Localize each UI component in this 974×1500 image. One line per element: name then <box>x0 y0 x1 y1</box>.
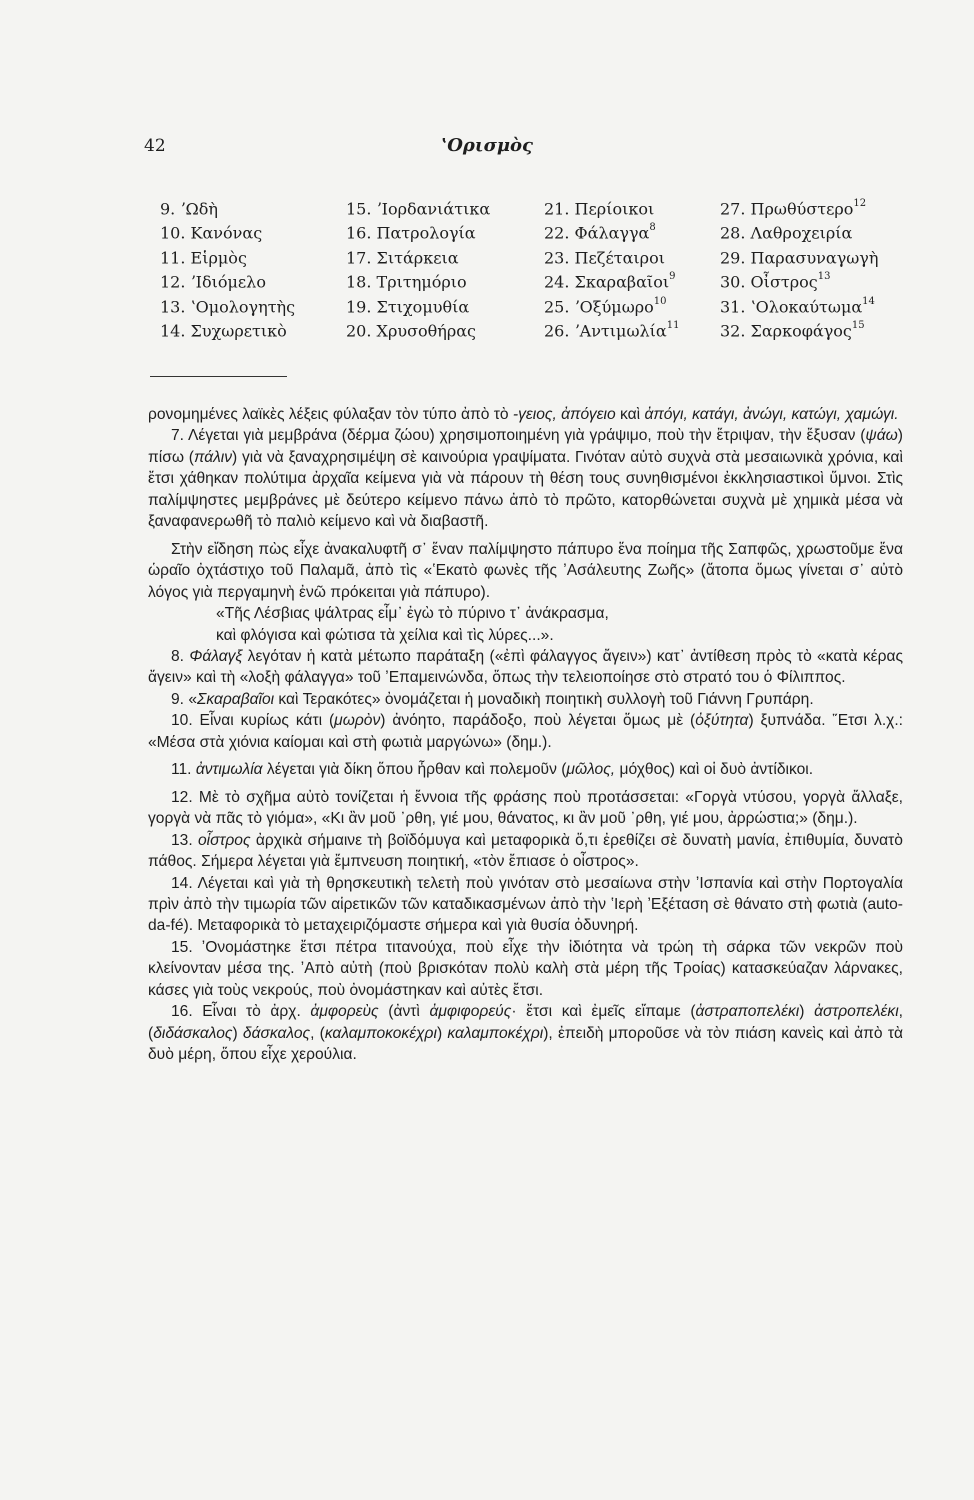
glossary-item-term: Κανόνας <box>190 223 263 243</box>
glossary-item-term: Χρυσοθήρας <box>376 321 477 341</box>
text: ἀντιμωλία <box>195 761 263 779</box>
text: καὶ Τερακότες» ὀνομάζεται ἡ μοναδικὴ ποιητικὴ συλλογὴ τοῦ Γιάννη Γρυπάρη. <box>274 690 814 708</box>
glossary-item-term: Στιχομυθία <box>376 296 470 316</box>
glossary-item <box>544 292 679 316</box>
text: 10. Εἶναι κυρίως κάτι ( <box>171 712 335 730</box>
glossary-item <box>346 316 490 340</box>
text: μόχθος) καὶ οἱ δυὸ ἀντίδικοι. <box>615 761 814 779</box>
glossary-item <box>720 316 878 340</box>
text: ) <box>799 1003 815 1021</box>
footnote-11 <box>148 759 903 780</box>
glossary-item-number: 27. <box>720 199 746 219</box>
glossary-item <box>720 218 878 242</box>
glossary-item-number: 26. <box>544 321 570 341</box>
glossary-item-number: 28. <box>720 223 746 243</box>
verse-line-1: «Τῆς Λέσβιας ψάλτρας εἶμ᾽ ἐγὼ τὸ πύρινο τ᾽ ἀνάκρασμα, <box>216 605 609 623</box>
footnote-ref: 13 <box>817 271 831 283</box>
footnote-separator <box>150 376 287 377</box>
glossary-item-term: Εἱρμὸς <box>190 248 247 268</box>
glossary-item-term: ʼΙδιόμελο <box>190 272 266 292</box>
footnotes <box>148 404 903 1066</box>
text: -γειος, <box>512 406 557 423</box>
glossary-item <box>346 194 490 218</box>
glossary-item-number: 22. <box>544 223 570 243</box>
footnote-8 <box>148 646 903 689</box>
glossary-item-number: 12. <box>160 272 186 292</box>
glossary-item <box>346 243 490 267</box>
footnote-15: 15. ʼΟνομάστηκε ἔτσι πέτρα τιτανούχα, ποὺ εἶχε τὴν ἰδιότητα νὰ τρώη τὴ σάρκα τῶν νεκρῶν ποὺ κλείνονταν μέσα της. ʼΑπὸ αὐτὴ (ποὺ βρισκόταν πολὺ καλὴ στὰ μέρη τῆς Τροίας) κατασκεύαζαν λάρνακες, κάσες γιὰ τοὺς νεκρούς, ποὺ ὀνομάστηκαν καὶ αὐτὲς ἔτσι. <box>148 938 903 999</box>
footnote-ref: 9 <box>669 271 676 283</box>
text: ἀπόγειο <box>561 406 616 423</box>
glossary-item <box>544 267 679 291</box>
glossary-list <box>0 194 974 364</box>
glossary-item-term: Οἶστρος <box>750 272 818 292</box>
glossary-item-number: 9. <box>160 199 176 219</box>
glossary-item-number: 31. <box>720 296 746 316</box>
glossary-item-number: 32. <box>720 321 746 341</box>
running-title: ʽΟρισμὸς <box>440 135 534 156</box>
text: 8. <box>171 647 190 665</box>
footnote-7 <box>148 425 903 532</box>
text: οἶστρος <box>198 831 251 849</box>
text: ὀξύτητα <box>695 712 749 730</box>
text: · ἔτσι καὶ ἐμεῖς εἴπαμε ( <box>511 1003 696 1021</box>
text: ) ξυπνάδα. ῞Ετσι λ.χ.: «Μέσα στὰ χιόνια καίομαι καὶ στὴ φωτιὰ μαργώνω» (δημ.). <box>148 712 904 751</box>
glossary-item-term: ʼΑντιμωλία <box>574 321 667 341</box>
glossary-column-3 <box>544 194 679 340</box>
text: ἀρχικὰ σήμαινε τὴ βοϊδόμυγα καὶ μεταφορικὰ ὅ,τι ἐρεθίζει σὲ δυνατὴ μανία, ἐπιθυμία, δυνατὸ πάθος. Σήμερα λέγεται γιὰ ἔμπνευση ποιητική, «τὸν ἔπιασε ὁ οἶστρος». <box>148 831 903 871</box>
text: μωρὸν <box>334 712 381 730</box>
text: ἀμφορεὺς <box>310 1003 379 1021</box>
footnote-13 <box>148 830 903 873</box>
text: 11. <box>171 761 196 779</box>
text: , ( <box>148 1003 904 1042</box>
glossary-item <box>346 218 490 242</box>
glossary-item-term: ʼΩδὴ <box>180 199 218 219</box>
glossary-item-term: Πεζέταιροι <box>574 248 665 268</box>
footnote-6-continuation <box>148 404 903 425</box>
glossary-item <box>160 267 295 291</box>
text: ) γιὰ νὰ ξαναχρησιμέψη σὲ καινούρια γραψίματα. Γινόταν αὐτὸ συχνὰ στὰ μεσαιωνικὰ χρόνια, καὶ ἔτσι χάθηκαν πολύτιμα ἀρχαῖα κείμενα γιὰ νὰ πάρουν τὴ θέση τους συνηθισμένοι ἐκκλησιαστικοὶ ὕμνοι. Στὶς παλίμψηστες μεμβράνες μὲ δεύτερο κείμενο πάνω ἀπὸ τὸ πρῶτο, κατορθώνεται συχνὰ μὲ χημικὰ μέσα νὰ ξαναφανερωθῆ τὸ παλιὸ κείμενο καὶ νὰ διαβαστῆ. <box>148 448 903 531</box>
glossary-item-number: 18. <box>346 272 372 292</box>
glossary-item-number: 14. <box>160 321 186 341</box>
glossary-item-number: 23. <box>544 248 570 268</box>
text: 9. « <box>171 690 198 708</box>
glossary-item-number: 30. <box>720 272 746 292</box>
glossary-item <box>160 218 295 242</box>
glossary-item-term: Σκαραβαῖοι <box>574 272 670 292</box>
glossary-item-term: Φάλαγγα <box>574 223 650 243</box>
footnote-10 <box>148 710 903 753</box>
glossary-item <box>544 218 679 242</box>
glossary-item-term: Σιτάρκεια <box>376 248 459 268</box>
footnote-16 <box>148 1001 903 1065</box>
text: 13. <box>171 831 198 849</box>
glossary-item-number: 15. <box>346 199 372 219</box>
glossary-item-number: 24. <box>544 272 570 292</box>
glossary-item-term: ʼΟξύμωρο <box>574 296 654 316</box>
text: Φάλαγξ <box>189 647 243 665</box>
text: ) πίσω ( <box>148 427 903 466</box>
glossary-item-number: 17. <box>346 248 372 268</box>
glossary-item-number: 16. <box>346 223 372 243</box>
text: ) <box>436 1024 448 1042</box>
glossary-item-number: 25. <box>544 296 570 316</box>
text: Σκαραβαῖοι <box>197 690 275 708</box>
glossary-item-term: ʼΙορδανιάτικα <box>376 199 491 219</box>
footnote-9 <box>148 689 903 710</box>
text: , ( <box>310 1024 325 1042</box>
text: ρονομημένες λαϊκὲς λέξεις φύλαξαν τὸν τύπο ἀπὸ τὸ <box>148 406 513 423</box>
text: 16. Εἶναι τὸ ἀρχ. <box>171 1003 311 1021</box>
glossary-item-number: 29. <box>720 248 746 268</box>
glossary-item <box>346 267 490 291</box>
glossary-item-term: Σαρκοφάγος <box>750 321 852 341</box>
glossary-column-1 <box>160 194 295 340</box>
footnote-ref: 8 <box>649 222 656 234</box>
glossary-item <box>160 316 295 340</box>
glossary-item <box>720 267 878 291</box>
text: ἀμφιφορεύς <box>429 1003 512 1021</box>
glossary-item-term: Συχωρετικὸ <box>190 321 287 341</box>
glossary-item <box>720 292 878 316</box>
glossary-item <box>544 316 679 340</box>
footnote-ref: 15 <box>851 319 865 331</box>
glossary-item-term: Πατρολογία <box>376 223 476 243</box>
text: ἀστροπελέκι <box>814 1003 899 1021</box>
glossary-item-term: Περίοικοι <box>574 199 655 219</box>
glossary-item <box>720 194 878 218</box>
text: καὶ <box>615 406 645 423</box>
verse-line-2: καὶ φλόγισα καὶ φώτισα τὰ χείλια καὶ τὶς λύρες...». <box>216 626 554 644</box>
text: ) ἀνόητο, παράδοξο, ποὺ λέγεται ὅμως μὲ ( <box>380 712 696 730</box>
glossary-item-term: ʽΟμολογητὴς <box>190 296 296 316</box>
footnote-ref: 10 <box>653 295 667 307</box>
glossary-item-number: 21. <box>544 199 570 219</box>
glossary-item-term: Τριτημόριο <box>376 272 467 292</box>
glossary-column-2 <box>346 194 490 340</box>
text: μῶλος, <box>566 761 616 779</box>
text: (ἀντὶ <box>378 1003 430 1021</box>
text: ψάω <box>865 427 898 445</box>
glossary-item <box>544 194 679 218</box>
text: καλαμποκέχρι <box>447 1024 544 1042</box>
glossary-item-number: 19. <box>346 296 372 316</box>
glossary-item-number: 10. <box>160 223 186 243</box>
footnote-7-paragraph-2: Στὴν εἴδηση πὼς εἶχε ἀνακαλυφτῆ σ᾽ ἕναν παλίμψηστο πάπυρο ἕνα ποίημα τῆς Σαπφῶς, χρωστοῦμε ἕνα ὡραῖο ὀχτάστιχο τοῦ Παλαμᾶ, ἀπὸ τὶς «ʽΕκατὸ φωνὲς τῆς ʼΑσάλευτης Ζωῆς» (ἄτοπα ὅμως γίνεται σ᾽ αὐτὸ λόγος γιὰ περγαμηνὴ ἐνῶ πρόκειται γιὰ πάπυρο). <box>148 540 903 601</box>
text: δάσκαλος <box>242 1024 311 1042</box>
glossary-item-number: 11. <box>160 248 186 268</box>
text: λεγόταν ἡ κατὰ μέτωπο παράταξη («ἐπὶ φάλαγγος ἄγειν») κατ᾽ ἀντίθεση πρὸς τὸ «κατὰ κέρας ἄγειν» καὶ τὴ «λοξὴ φάλαγγα» τοῦ ʼΕπαμεινώνδα, ὅπως τὴν τελειοποίησε στὸ στρατό του ὁ Φίλιππος. <box>148 647 903 687</box>
footnote-ref: 12 <box>853 198 867 209</box>
text: διδάσκαλος <box>153 1024 233 1042</box>
footnote-ref: 11 <box>666 319 680 331</box>
text: λέγεται γιὰ δίκη ὅπου ἦρθαν καὶ πολεμοῦν ( <box>262 761 567 779</box>
text: πάλιν <box>193 448 233 466</box>
glossary-item <box>720 243 878 267</box>
glossary-item-term: Πρωθύστερο <box>750 199 854 219</box>
glossary-column-4 <box>720 194 878 340</box>
glossary-item-number: 20. <box>346 321 372 341</box>
text: 7. Λέγεται γιὰ μεμβράνα (δέρμα ζώου) χρησιμοποιημένη γιὰ γράψιμο, ποὺ τὴν ἔτριψαν, τὴν ἔξυσαν ( <box>171 427 866 445</box>
glossary-item <box>544 243 679 267</box>
footnote-12: 12. Μὲ τὸ σχῆμα αὐτὸ τονίζεται ἡ ἔννοια τῆς φράσης ποὺ προτάσσεται: «Γοργὰ ντύσου, γοργὰ ἄλλαξε, γοργὰ νὰ πᾶς τὸ γιόμα», «Κι ἂν μοῦ ᾽ρθη, γιέ μου, θάνατος, κι ἂν μοῦ ᾽ρθη, γιέ μου, ἀρρώστια;» (δημ.). <box>148 788 903 828</box>
text: καλαμποκοκέχρι <box>324 1024 437 1042</box>
glossary-item-term: ʽΟλοκαύτωμα <box>750 296 863 316</box>
glossary-item-term: Λαθροχειρία <box>750 223 853 243</box>
footnote-14: 14. Λέγεται καὶ γιὰ τὴ θρησκευτικὴ τελετὴ ποὺ γινόταν στὸ μεσαίωνα στὴν ʼΙσπανία καὶ στὴν Πορτογαλία πρὶν ἀπὸ τὴν τιμωρία τῶν αἱρετικῶν τῶν καταδικασμένων ἀπὸ τὴν ʽΙερὴ ʼΕξέταση σὲ θάνατο στὴ φωτιὰ (auto-da-fé). Μεταφορικὰ τὸ μεταχειριζόμαστε σήμερα καὶ γιὰ θυσία ὀδυνηρή. <box>148 874 903 935</box>
glossary-item <box>160 292 295 316</box>
glossary-item-term: Παρασυναγωγὴ <box>750 248 879 268</box>
footnote-ref: 14 <box>862 295 875 307</box>
glossary-item <box>346 292 490 316</box>
text: ), ἐπειδὴ μποροῦσε νὰ τὸν πιάση κανεὶς καὶ ἀπὸ τὰ δυὸ μέρη, ὅπου εἶχε χερούλια. <box>148 1024 903 1064</box>
page-number: 42 <box>144 136 166 156</box>
text: ἀστραποπελέκι <box>695 1003 800 1021</box>
text: ) <box>232 1024 243 1042</box>
glossary-item-number: 13. <box>160 296 186 316</box>
text: ἀπόγι, κατάγι, ἀνώγι, κατώγι, χαμώγι. <box>644 406 899 423</box>
glossary-item <box>160 243 295 267</box>
glossary-item <box>160 194 295 218</box>
